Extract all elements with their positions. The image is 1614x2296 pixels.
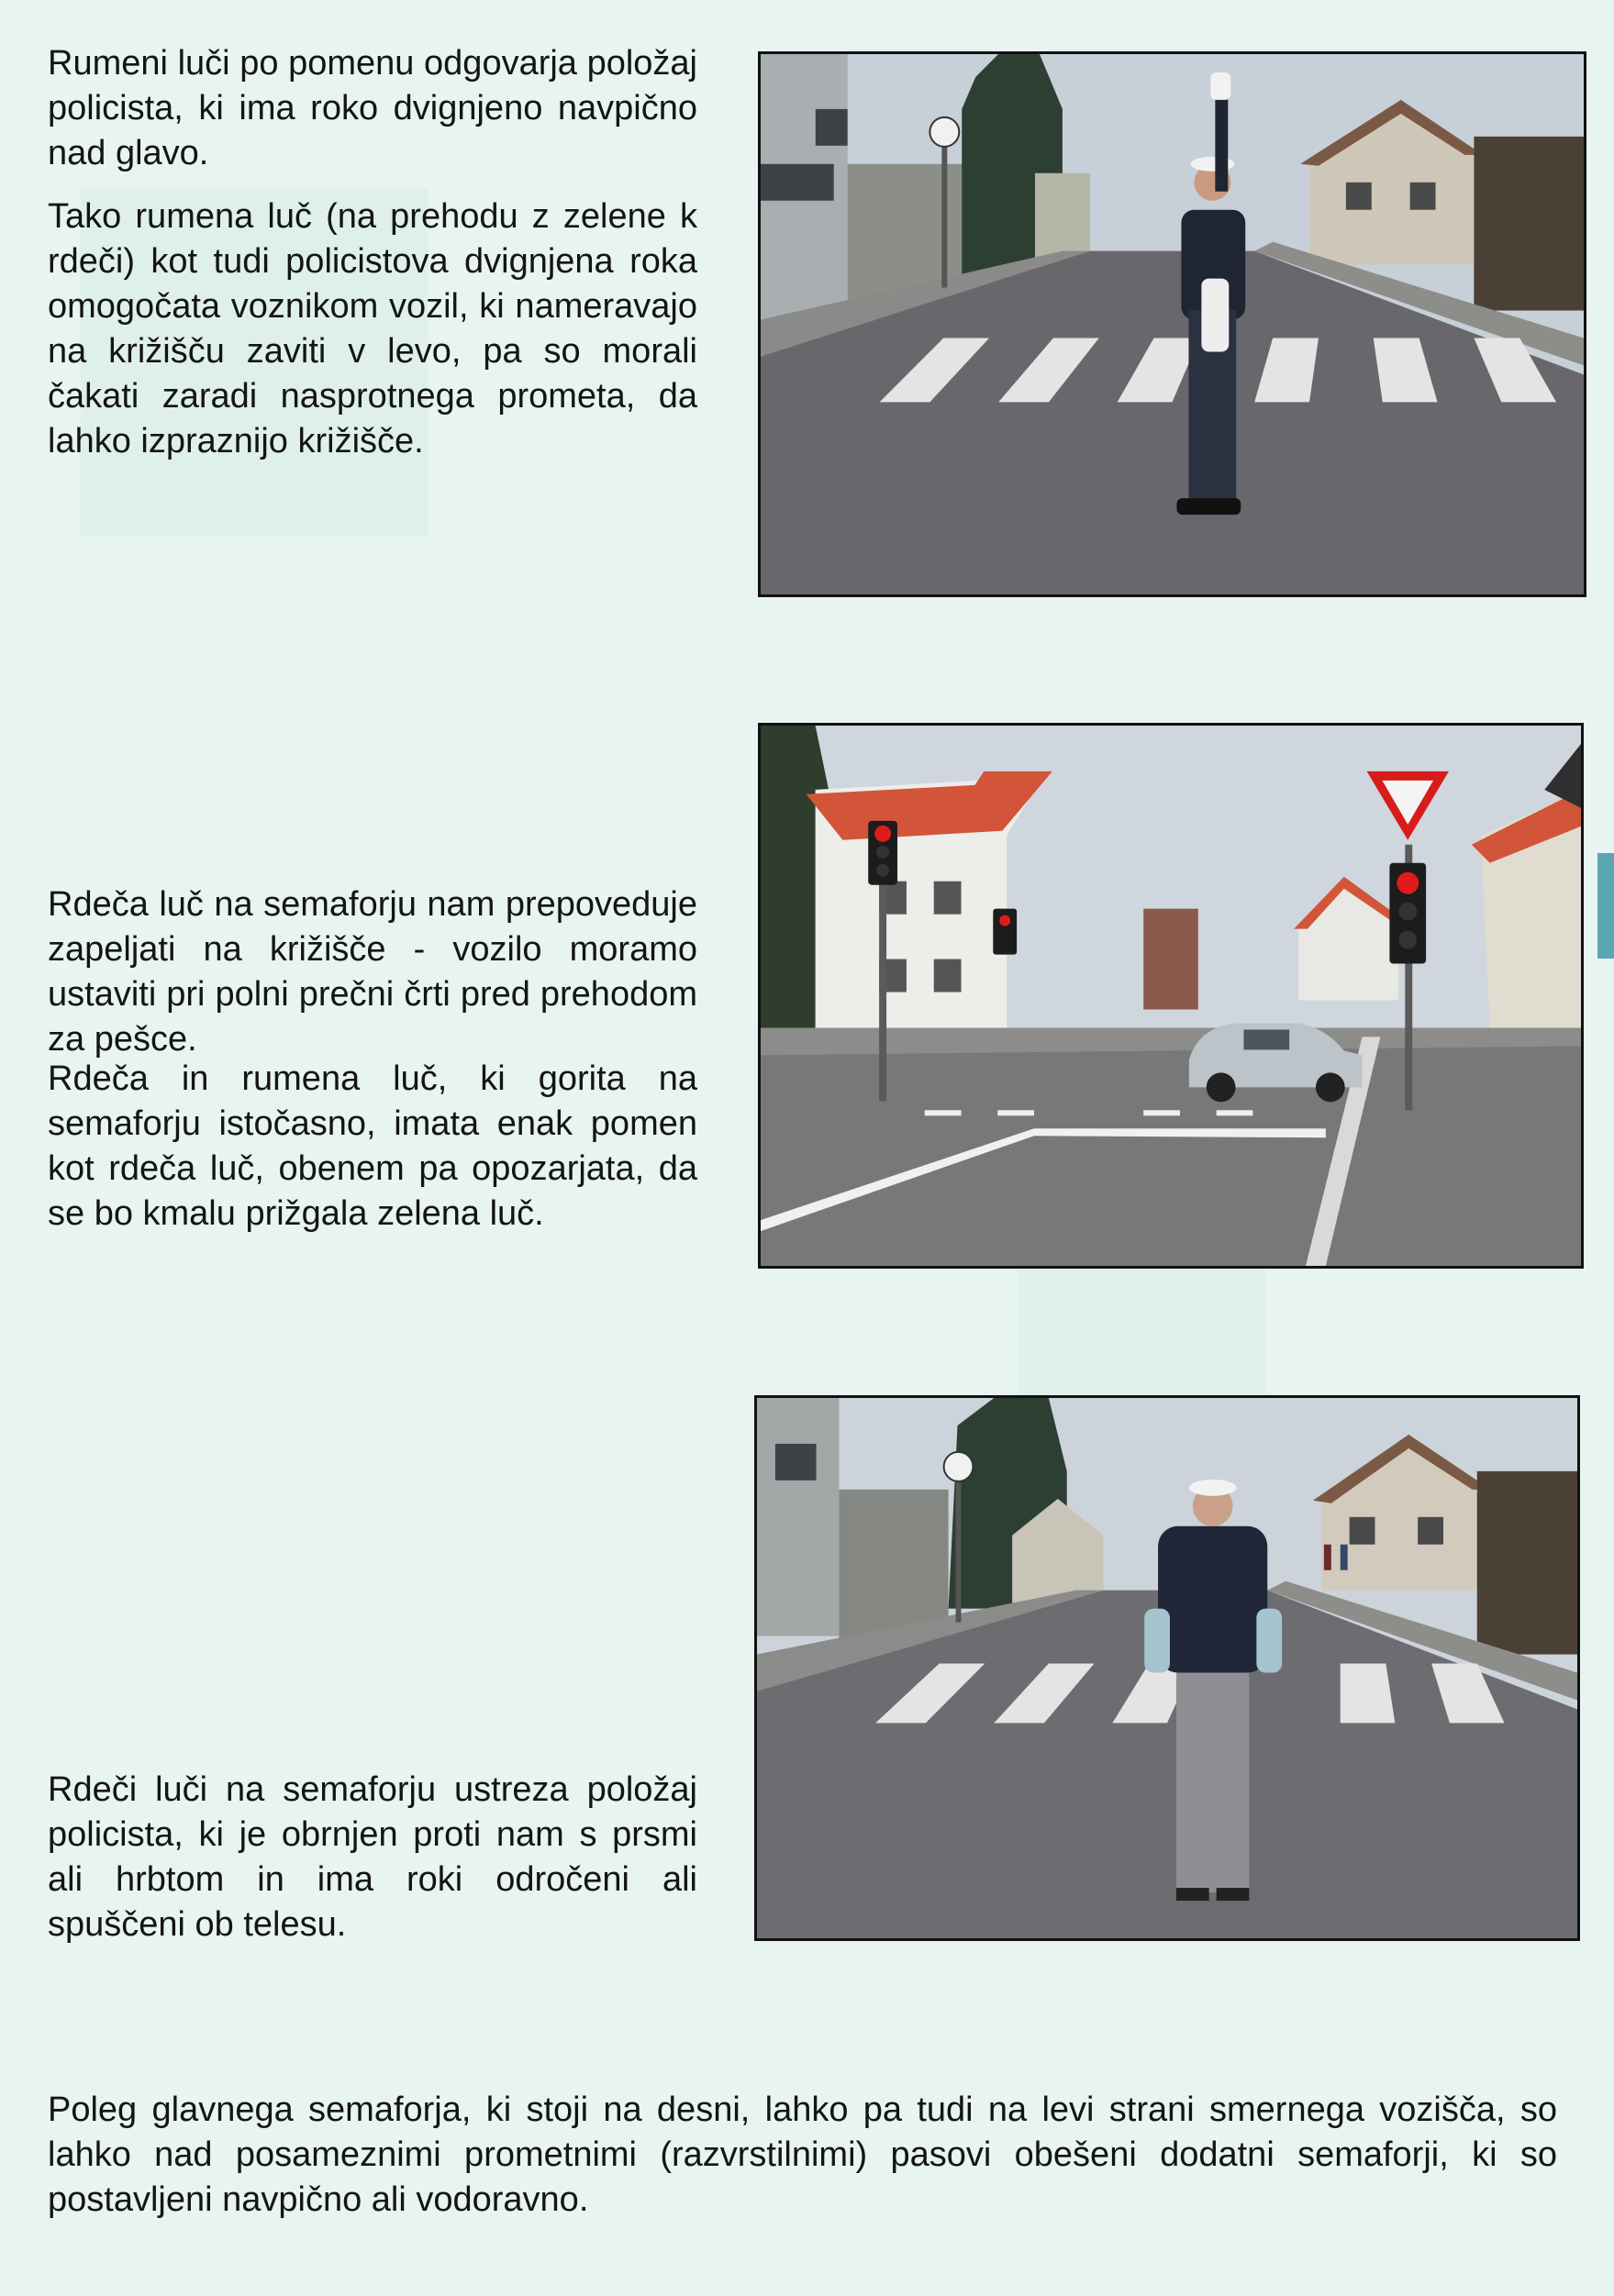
photo-intersection-red-light: [758, 723, 1584, 1269]
paragraph-red-yellow-light: Rdeča in rumena luč, ki gorita na semaforju istočasno, imata enak pomen kot rdeča luč, obenem pa opozarjata, da se bo kmalu prižgala zelena luč.: [48, 1059, 697, 1233]
paragraph-red-light: Rdeča luč na semaforju nam prepoveduje zapeljati na križišče - vozilo moramo ustaviti pri polni prečni črti pred prehodom za pešce.: [48, 885, 697, 1059]
paragraph-additional-signals: Poleg glavnega semaforja, ki stoji na desni, lahko pa tudi na levi strani smernega vozišča, so lahko nad posameznimi prometnimi (razvrstilnimi) pasovi obešeni dodatni semaforji, ki so postavljeni navpično ali vodoravno.: [48, 2091, 1557, 2219]
page-edge-tab: [1597, 853, 1614, 959]
photo-police-arm-raised: [758, 51, 1586, 597]
photo-police-back-facing: [754, 1395, 1580, 1941]
paragraph-yellow-light: Rumeni luči po pomenu odgovarja položaj policista, ki ima roko dvignjeno navpično nad glavo.: [48, 44, 697, 172]
paragraph-police-red: Rdeči luči na semaforju ustreza položaj policista, ki je obrnjen proti nam s prsmi ali hrbtom in ima roki odročeni ali spuščeni ob telesu.: [48, 1770, 697, 1944]
paragraph-yellow-left-turn: Tako rumena luč (na prehodu z zelene k rdeči) kot tudi policistova dvignjena roka omogočata voznikom vozil, ki nameravajo na križišču zaviti v levo, pa so morali čakati zaradi nasprotnega prometa, da lahko izpraznijo križišče.: [48, 197, 697, 460]
